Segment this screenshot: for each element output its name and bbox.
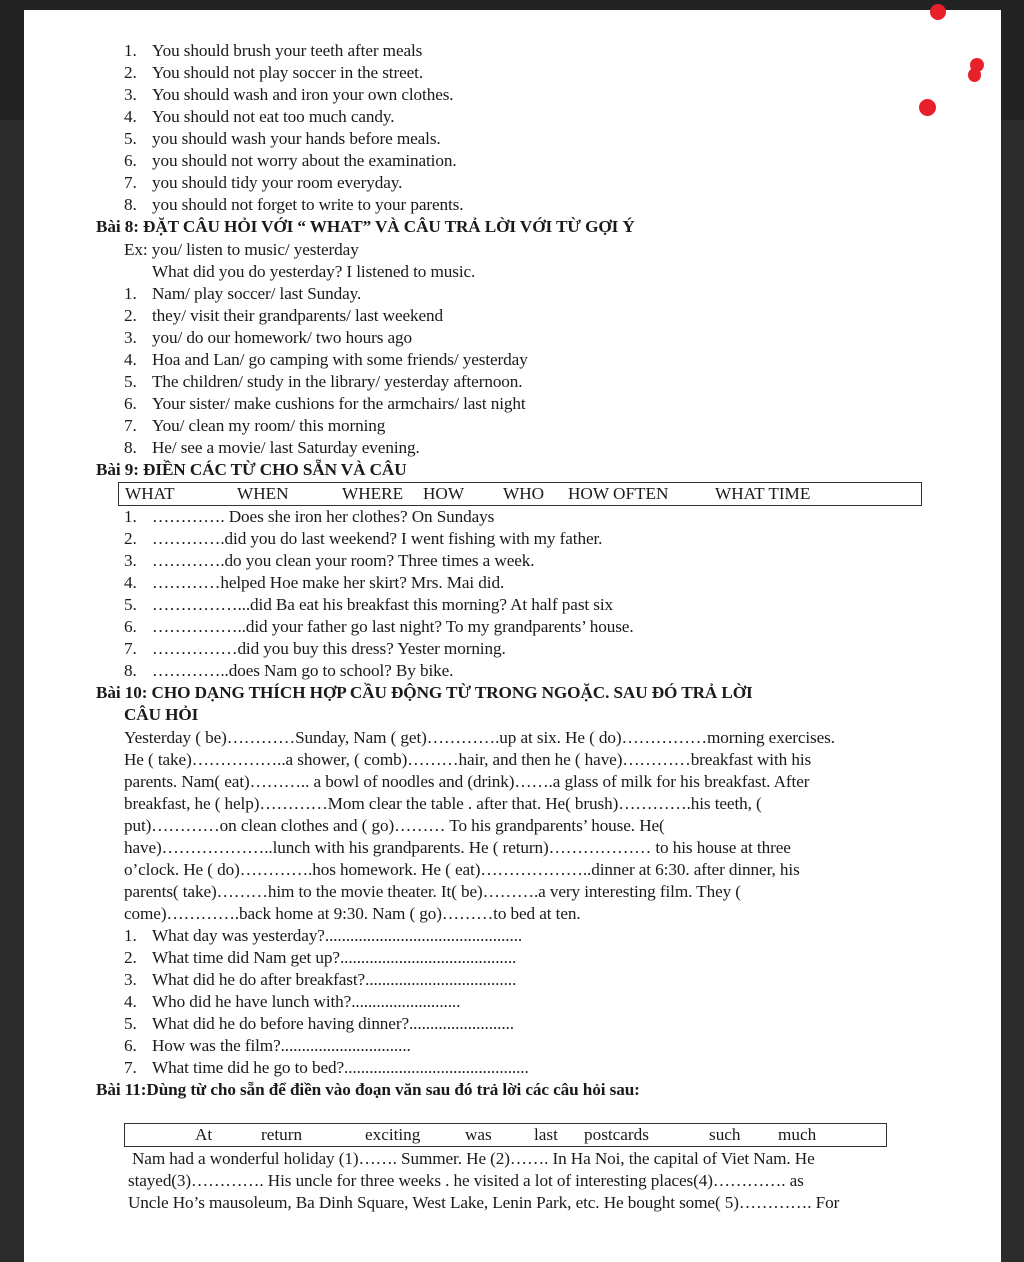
list-item: 8. He/ see a movie/ last Saturday evening.: [124, 438, 420, 457]
example-prompt: Ex: you/ listen to music/ yesterday: [124, 240, 359, 259]
section-heading: Bài 9: ĐIỀN CÁC TỪ CHO SẴN VÀ CÂU: [96, 460, 407, 479]
list-item: 5. The children/ study in the library/ yesterday afternoon.: [124, 372, 523, 391]
question-item: 2. What time did Nam get up?..........................................: [124, 948, 517, 967]
question-item: 1. What day was yesterday?...............................................: [124, 926, 523, 945]
paragraph-line: put)…………on clean clothes and ( go)……… To his grandparents’ house. He(: [124, 816, 665, 835]
list-item: 6. ……………..did your father go last night? To my grandparents’ house.: [124, 617, 634, 636]
red-marker-dot: [930, 4, 946, 20]
question-item: 3. What did he do after breakfast?....................................: [124, 970, 517, 989]
paragraph-line: come)………….back home at 9:30. Nam ( go)………to bed at ten.: [124, 904, 581, 923]
word-bank-item: WHO: [503, 484, 545, 503]
word-bank-item: was: [465, 1125, 492, 1144]
list-item: 5. you should wash your hands before meals.: [124, 129, 441, 148]
word-bank-item: last: [534, 1125, 558, 1144]
word-bank-item: return: [261, 1125, 303, 1144]
word-bank: [118, 482, 922, 506]
word-bank-item: WHAT: [125, 484, 175, 503]
paragraph-line: parents. Nam( eat)……….. a bowl of noodles and (drink)…….a glass of milk for his breakfast. After: [124, 772, 810, 791]
list-item: 4. Hoa and Lan/ go camping with some friends/ yesterday: [124, 350, 528, 369]
word-bank-item: much: [778, 1125, 817, 1144]
list-item: 4. You should not eat too much candy.: [124, 107, 395, 126]
list-item: 7. ……………did you buy this dress? Yester morning.: [124, 639, 506, 658]
word-bank-item: HOW OFTEN: [568, 484, 669, 503]
red-marker-dot: [919, 99, 936, 116]
paragraph-line: Nam had a wonderful holiday (1)……. Summer. He (2)……. In Ha Noi, the capital of Viet Nam. He: [132, 1149, 815, 1168]
list-item: 4. …………helped Hoe make her skirt? Mrs. Mai did.: [124, 573, 505, 592]
list-item: 8. you should not forget to write to your parents.: [124, 195, 464, 214]
word-bank-item: WHERE: [342, 484, 404, 503]
paragraph-line: parents( take)………him to the movie theater. It( be)……….a very interesting film. They (: [124, 882, 741, 901]
section-heading-cont: CÂU HỎI: [124, 705, 199, 724]
paragraph-line: have)………………..lunch with his grandparents. He ( return)……………… to his house at three: [124, 838, 791, 857]
question-item: 7. What time did he go to bed?............................................: [124, 1058, 529, 1077]
word-bank: [124, 1123, 887, 1147]
word-bank-item: such: [709, 1125, 741, 1144]
example-answer: What did you do yesterday? I listened to music.: [152, 262, 476, 281]
list-item: 2. they/ visit their grandparents/ last weekend: [124, 306, 444, 325]
paragraph-line: Uncle Ho’s mausoleum, Ba Dinh Square, West Lake, Lenin Park, etc. He bought some( 5)…………. For: [128, 1193, 840, 1212]
question-item: 6. How was the film?...............................: [124, 1036, 411, 1055]
list-item: 3. ………….do you clean your room? Three times a week.: [124, 551, 535, 570]
word-bank-item: At: [195, 1125, 213, 1144]
question-item: 4. Who did he have lunch with?..........................: [124, 992, 461, 1011]
list-item: 1. Nam/ play soccer/ last Sunday.: [124, 284, 362, 303]
question-item: 5. What did he do before having dinner?.........................: [124, 1014, 514, 1033]
word-bank-item: WHEN: [237, 484, 289, 503]
list-item: 2. ………….did you do last weekend? I went fishing with my father.: [124, 529, 603, 548]
list-item: 1. …………. Does she iron her clothes? On Sundays: [124, 507, 495, 526]
paragraph-line: o’clock. He ( do)………….hos homework. He ( eat)………………..dinner at 6:30. after dinner, his: [124, 860, 800, 879]
paragraph-line: He ( take)……………..a shower, ( comb)………hair, and then he ( have)…………breakfast with his: [124, 750, 812, 769]
red-marker-dot: [968, 68, 981, 82]
word-bank-item: HOW: [423, 484, 465, 503]
section-heading: Bài 11:Dùng từ cho sẵn để điền vào đoạn văn sau đó trả lời các câu hỏi sau:: [96, 1080, 640, 1099]
list-item: 5. ……………...did Ba eat his breakfast this morning? At half past six: [124, 595, 614, 614]
paragraph-line: stayed(3)…………. His uncle for three weeks . he visited a lot of interesting places(4)…………. as: [128, 1171, 804, 1190]
list-item: 1. You should brush your teeth after meals: [124, 41, 423, 60]
word-bank-item: exciting: [365, 1125, 421, 1144]
list-item: 6. Your sister/ make cushions for the armchairs/ last night: [124, 394, 526, 413]
paragraph-line: Yesterday ( be)…………Sunday, Nam ( get)………….up at six. He ( do)……………morning exercises.: [124, 728, 835, 747]
list-item: 7. you should tidy your room everyday.: [124, 173, 403, 192]
word-bank-item: postcards: [584, 1125, 649, 1144]
word-bank-item: WHAT TIME: [715, 484, 811, 503]
list-item: 6. you should not worry about the examination.: [124, 151, 457, 170]
list-item: 3. You should wash and iron your own clothes.: [124, 85, 454, 104]
list-item: 2. You should not play soccer in the street.: [124, 63, 424, 82]
section-heading: Bài 8: ĐẶT CÂU HỎI VỚI “ WHAT” VÀ CÂU TRẢ LỜI VỚI TỪ GỢI Ý: [96, 217, 635, 236]
list-item: 7. You/ clean my room/ this morning: [124, 416, 386, 435]
document-page: [24, 10, 1001, 1262]
list-item: 8. …………..does Nam go to school? By bike.: [124, 661, 454, 680]
list-item: 3. you/ do our homework/ two hours ago: [124, 328, 413, 347]
paragraph-line: breakfast, he ( help)…………Mom clear the table . after that. He( brush)………….his teeth, (: [124, 794, 762, 813]
section-heading: Bài 10: CHO DẠNG THÍCH HỢP CẦU ĐỘNG TỪ TRONG NGOẶC. SAU ĐÓ TRẢ LỜI: [96, 683, 753, 702]
